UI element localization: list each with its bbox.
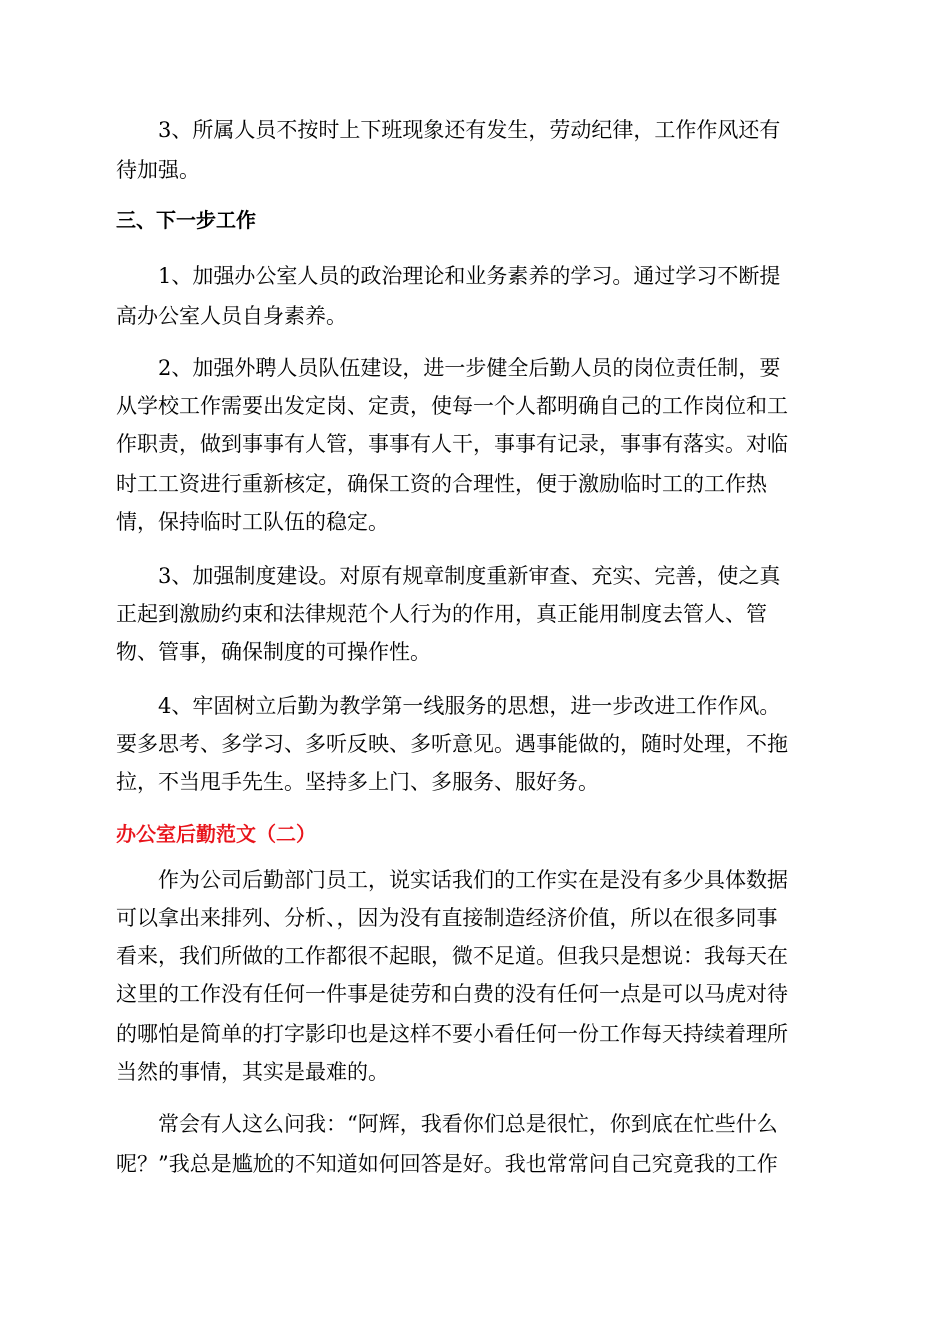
article-title: 办公室后勤范文（二） [116, 822, 316, 846]
paragraph-line: 拉，不当甩手先生。坚持多上门、多服务、服好务。 [116, 770, 599, 794]
paragraph-line: 时工工资进行重新核定，确保工资的合理性，便于激励临时工的工作热 [116, 472, 767, 496]
paragraph-line: 作为公司后勤部门员工，说实话我们的工作实在是没有多少具体数据 [158, 868, 788, 892]
paragraph-line: 要多思考、多学习、多听反映、多听意见。遇事能做的，随时处理，不拖 [116, 732, 788, 756]
paragraph-line: 正起到激励约束和法律规范个人行为的作用，真正能用制度去管人、管 [116, 602, 767, 626]
section-heading-next-steps: 三、下一步工作 [116, 208, 256, 232]
paragraph-line: 可以拿出来排列、分析、，因为没有直接制造经济价值，所以在很多同事 [116, 906, 778, 930]
paragraph-line: 这里的工作没有任何一件事是徒劳和白费的没有任何一点是可以马虎对待 [116, 982, 788, 1006]
paragraph-line: 2、加强外聘人员队伍建设，进一步健全后勤人员的岗位责任制，要 [158, 356, 781, 380]
paragraph-line: 情，保持临时工队伍的稳定。 [116, 510, 389, 534]
paragraph-line: 作职责，做到事事有人管，事事有人干，事事有记录，事事有落实。对临 [116, 432, 788, 456]
paragraph-line: 4、牢固树立后勤为教学第一线服务的思想，进一步改进工作作风。 [158, 694, 781, 718]
paragraph-line: 3、加强制度建设。对原有规章制度重新审查、充实、完善，使之真 [158, 564, 781, 588]
paragraph-line: 看来，我们所做的工作都很不起眼，微不足道。但我只是想说：我每天在 [116, 944, 788, 968]
paragraph-line: 常会有人这么问我：“阿辉，我看你们总是很忙，你到底在忙些什么 [158, 1112, 778, 1136]
paragraph-line: 待加强。 [116, 158, 200, 182]
paragraph-line: 从学校工作需要出发定岗、定责，使每一个人都明确自己的工作岗位和工 [116, 394, 788, 418]
paragraph-line: 的哪怕是简单的打字影印也是这样不要小看任何一份工作每天持续着理所 [116, 1022, 788, 1046]
paragraph-line: 高办公室人员自身素养。 [116, 304, 347, 328]
paragraph-line: 当然的事情，其实是最难的。 [116, 1060, 389, 1084]
paragraph-line: 呢？”我总是尴尬的不知道如何回答是好。我也常常问自己究竟我的工作 [116, 1152, 778, 1176]
paragraph-line: 1、加强办公室人员的政治理论和业务素养的学习。通过学习不断提 [158, 264, 781, 288]
paragraph-line: 3、所属人员不按时上下班现象还有发生，劳动纪律，工作作风还有 [158, 118, 781, 142]
paragraph-line: 物、管事，确保制度的可操作性。 [116, 640, 431, 664]
